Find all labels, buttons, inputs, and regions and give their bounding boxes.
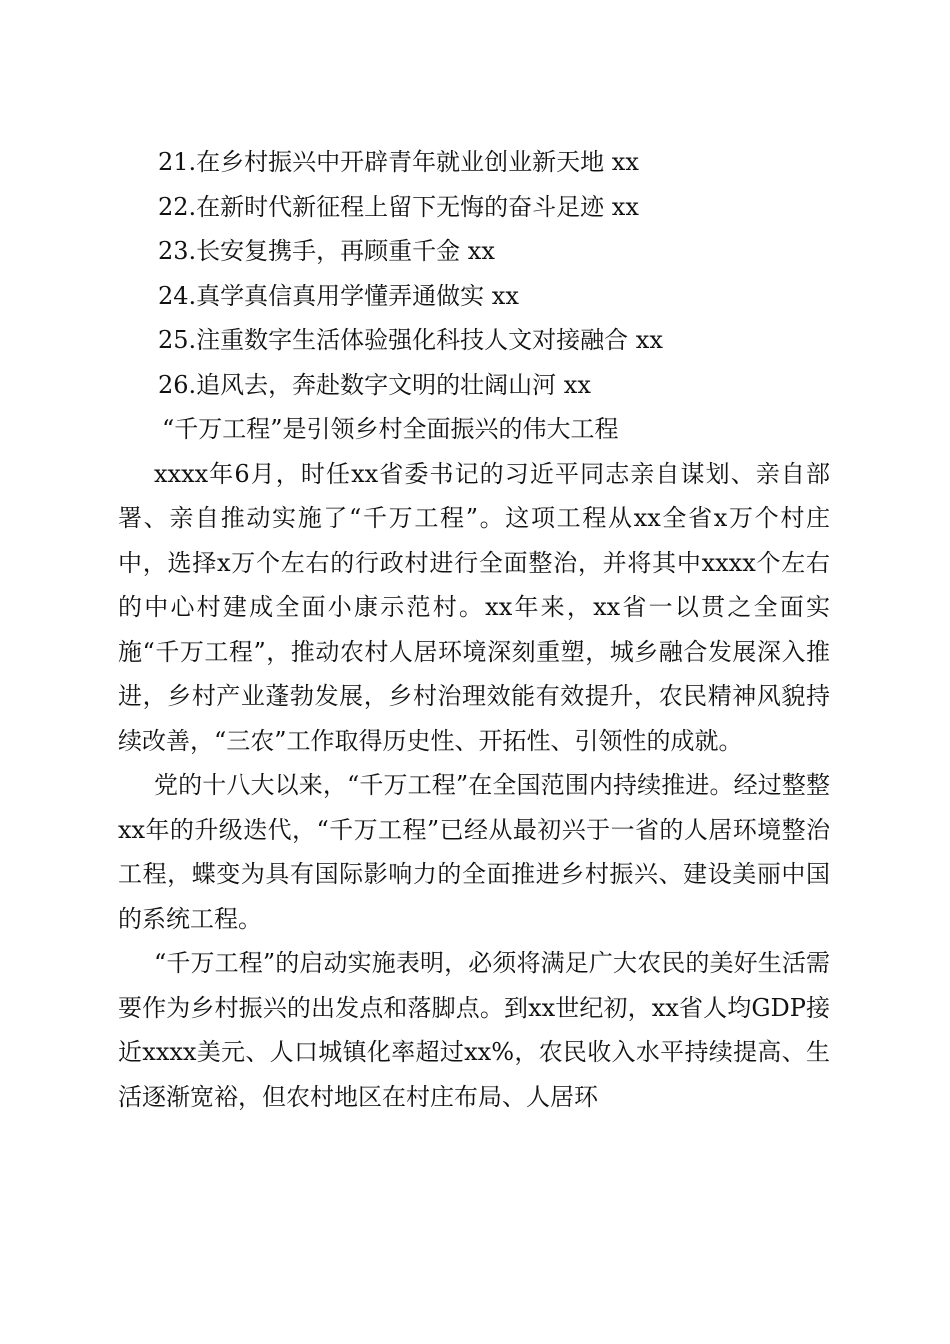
article-title: “千万工程”是引领乡村全面振兴的伟大工程 — [162, 415, 619, 443]
list-item: 24.真学真信真用学懂弄通做实 xx — [158, 281, 519, 310]
list-item: 22.在新时代新征程上留下无悔的奋斗足迹 xx — [158, 192, 639, 221]
article-paragraph: xxxx年6月，时任xx省委书记的习近平同志亲自谋划、亲自部署、亲自推动实施了“千万工程”。这项工程从xx全省x万个村庄中，选择x万个左右的行政村进行全面整治，并将其中xxxx个左右的中心村建成全面小康示范村。xx年来，xx省一以贯之全面实施“千万工程”，推动农村人居环境深刻重塑，城乡融合发展深入推进，乡村产业蓬勃发展，乡村治理效能有效提升，农民精神风貌持续改善，“三农”工作取得历史性、开拓性、引领性的成就。 — [118, 459, 830, 755]
document-body — [118, 140, 830, 1119]
title-list — [118, 140, 830, 407]
list-item: 23.长安复携手，再顾重千金 xx — [158, 237, 495, 265]
list-item: 26.追风去，奔赴数字文明的壮阔山河 xx — [158, 370, 591, 399]
article-paragraph: 党的十八大以来，“千万工程”在全国范围内持续推进。经过整整xx年的升级迭代，“千万工程”已经从最初兴于一省的人居环境整治工程，蝶变为具有国际影响力的全面推进乡村振兴、建设美丽中国的系统工程。 — [118, 771, 830, 933]
list-item: 21.在乡村振兴中开辟青年就业创业新天地 xx — [158, 148, 639, 176]
article-paragraph: “千万工程”的启动实施表明，必须将满足广大农民的美好生活需要作为乡村振兴的出发点和落脚点。到xx世纪初，xx省人均GDP接近xxxx美元、人口城镇化率超过xx%，农民收入水平持续提高、生活逐渐宽裕，但农村地区在村庄布局、人居环 — [118, 949, 830, 1111]
list-item: 25.注重数字生活体验强化科技人文对接融合 xx — [158, 326, 663, 354]
